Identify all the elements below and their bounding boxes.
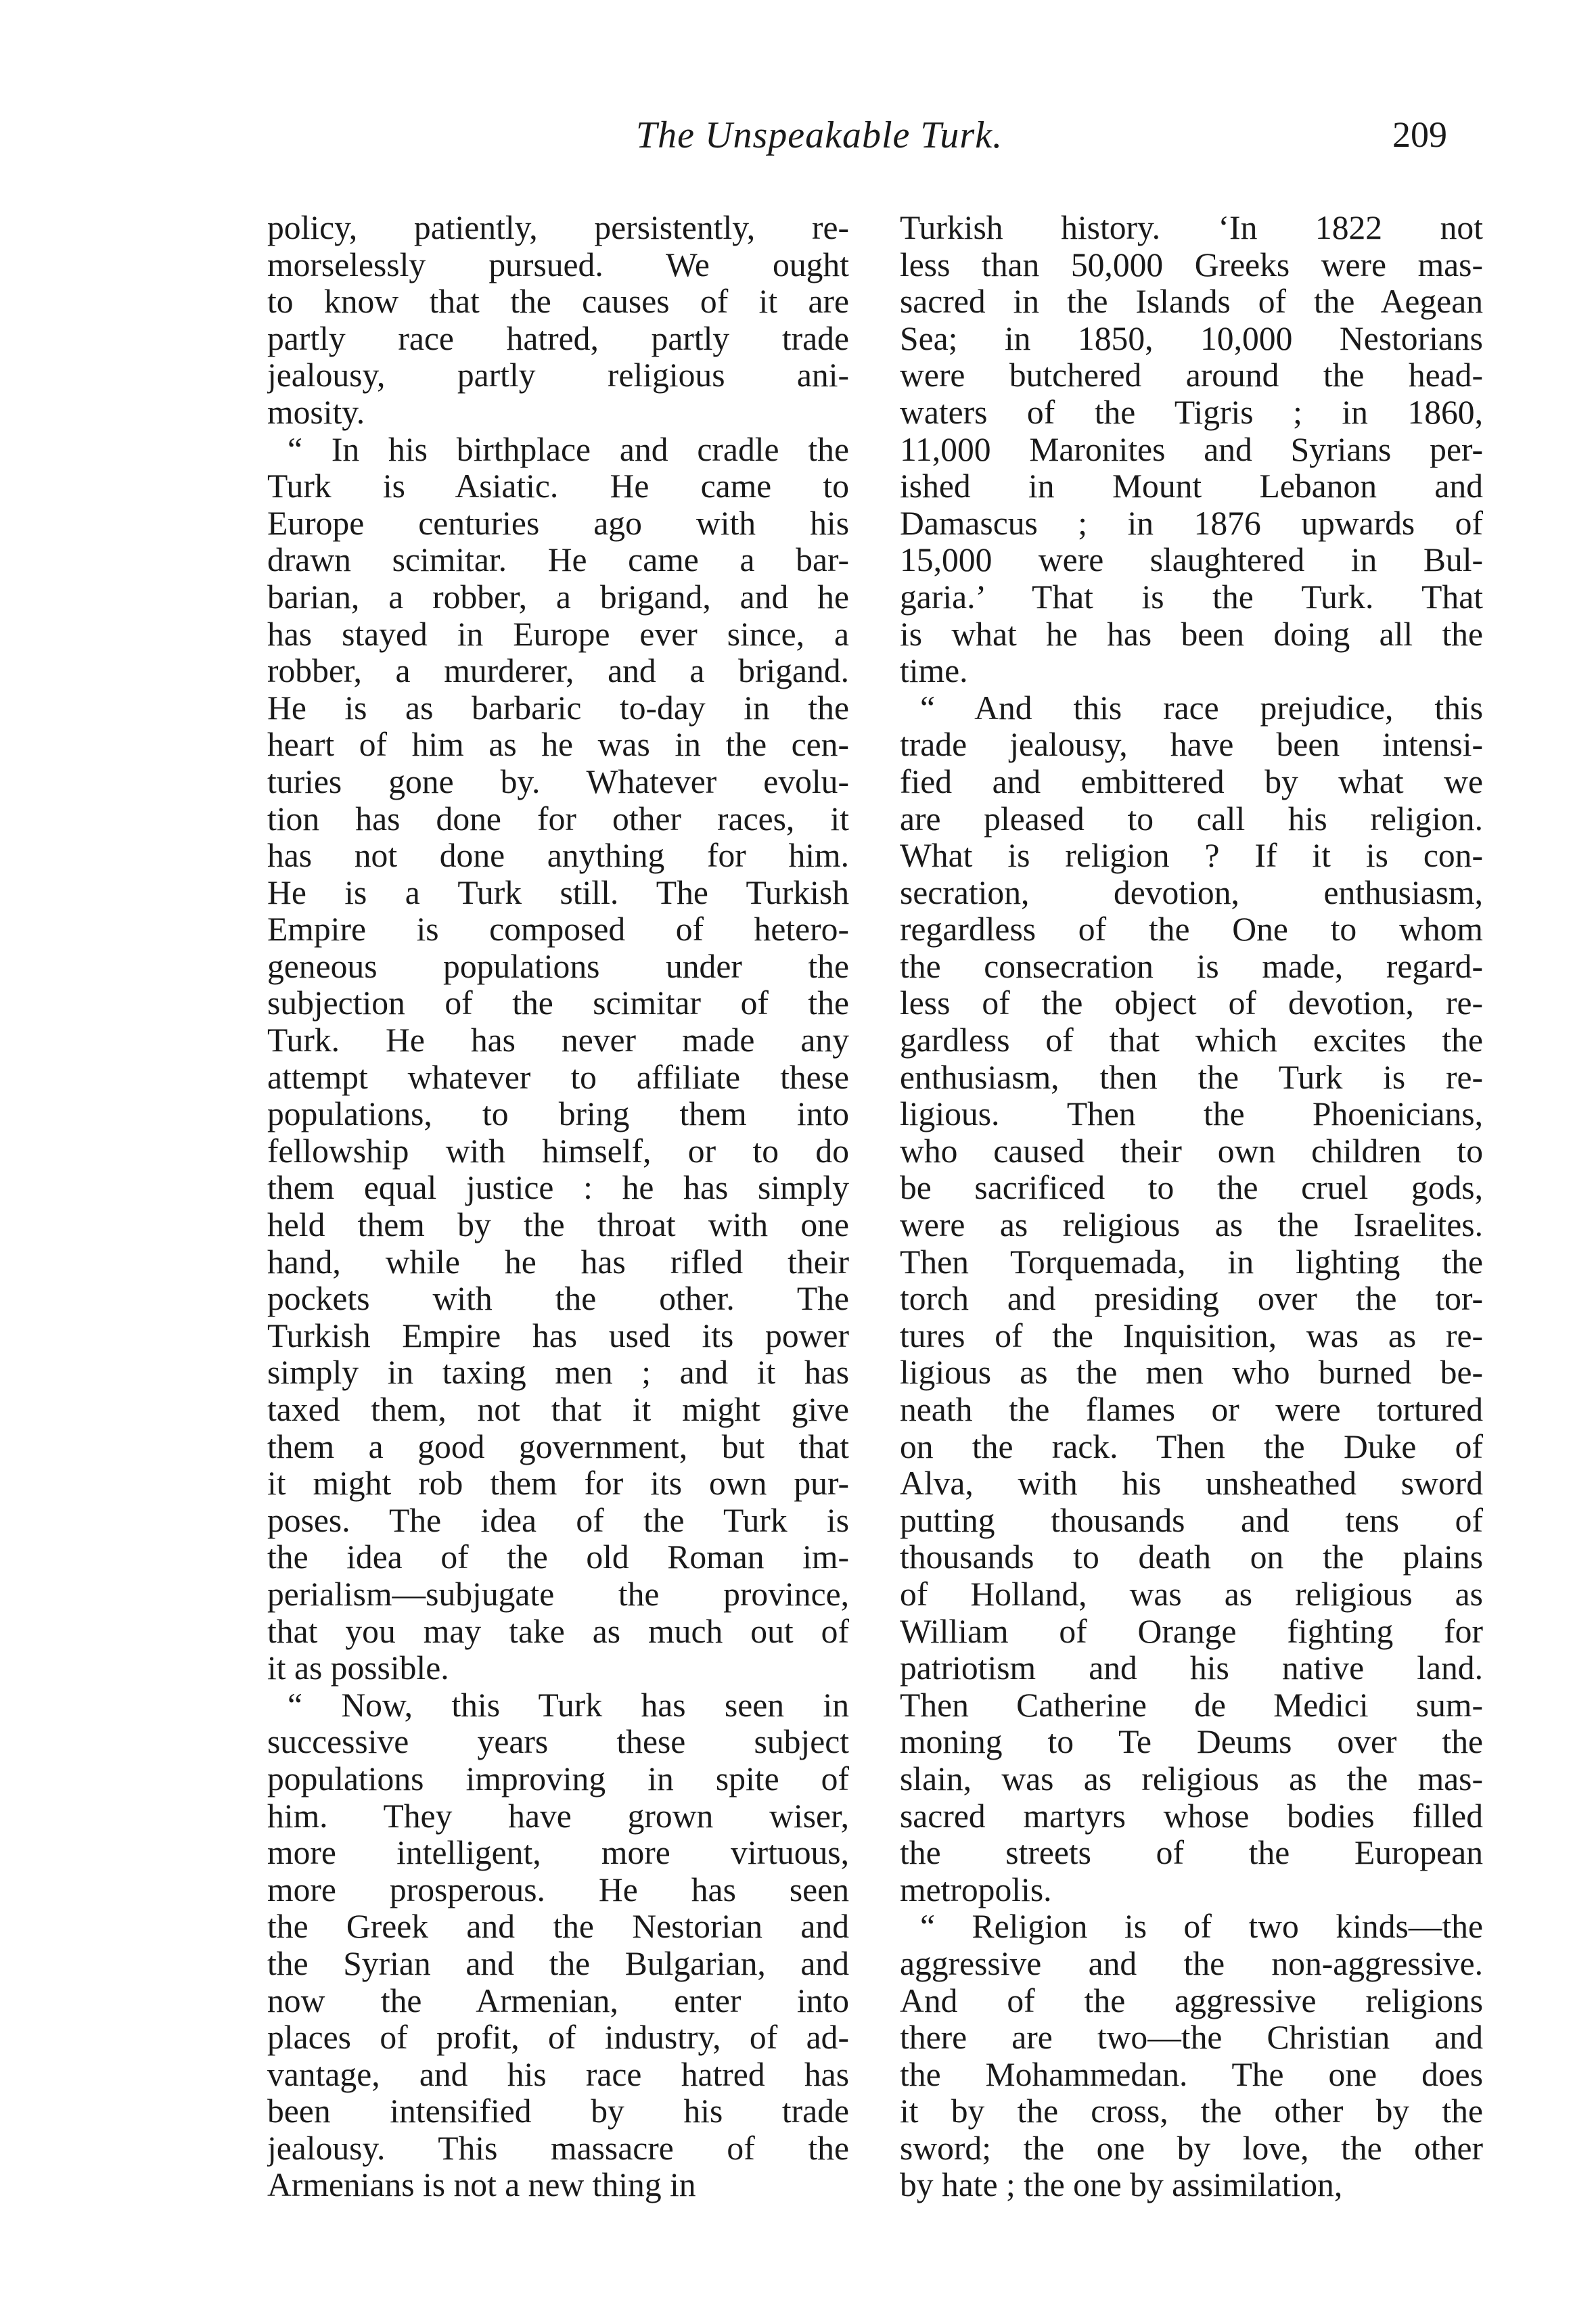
text-line: vantage, and his race hatred has: [267, 2056, 849, 2093]
page-number: 209: [1392, 114, 1447, 155]
text-line: there are two—the Christian and: [900, 2019, 1483, 2057]
text-line: hand, while he has rifled their: [267, 1243, 849, 1281]
text-line: them equal justice : he has simply: [267, 1170, 849, 1207]
text-line: enthusiasm, then the Turk is re-: [900, 1059, 1483, 1096]
text-line: it might rob them for its own pur-: [267, 1465, 849, 1503]
text-line: more prosperous. He has seen: [267, 1871, 849, 1908]
text-line: on the rack. Then the Duke of: [900, 1428, 1483, 1465]
text-line: geneous populations under the: [267, 948, 849, 985]
text-line: attempt whatever to affiliate these: [267, 1059, 849, 1096]
text-line: mosity.: [267, 394, 365, 431]
running-header: [0, 114, 1596, 168]
text-line: partly race hatred, partly trade: [267, 320, 849, 357]
text-line: the consecration is made, regard-: [900, 948, 1483, 985]
text-line: were butchered around the head-: [900, 357, 1483, 394]
text-line: Turkish history. ‘In 1822 not: [900, 210, 1483, 246]
text-line: to know that the causes of it are: [267, 283, 849, 321]
text-line: the streets of the European: [900, 1835, 1483, 1872]
text-line: jealousy, partly religious ani-: [267, 357, 849, 394]
text-line: William of Orange fighting for: [900, 1613, 1483, 1650]
text-line: ished in Mount Lebanon and: [900, 468, 1483, 505]
text-line: secration, devotion, enthusiasm,: [900, 874, 1483, 911]
text-line: now the Armenian, enter into: [267, 1982, 849, 2019]
text-line: trade jealousy, have been intensi-: [900, 727, 1483, 764]
running-title: The Unspeakable Turk.: [636, 114, 1003, 156]
text-line: is what he has been doing all the: [900, 616, 1483, 653]
text-line: thousands to death on the plains: [900, 1539, 1483, 1576]
text-line: Turk is Asiatic. He came to: [267, 468, 849, 505]
text-line: them a good government, but that: [267, 1428, 849, 1465]
text-line: sword; the one by love, the other: [900, 2130, 1483, 2167]
text-line: the Mohammedan. The one does: [900, 2056, 1483, 2093]
text-line: 11,000 Maronites and Syrians per-: [900, 431, 1483, 468]
text-line: it as possible.: [267, 1650, 449, 1687]
text-line: torch and presiding over the tor-: [900, 1281, 1483, 1318]
text-line: time.: [900, 653, 968, 690]
text-line: sacred in the Islands of the Aegean: [900, 283, 1483, 321]
text-line: Europe centuries ago with his: [267, 505, 849, 542]
text-line: less than 50,000 Greeks were mas-: [900, 246, 1483, 283]
text-line: “ Now, this Turk has seen in: [288, 1687, 849, 1724]
text-line: successive years these subject: [267, 1724, 849, 1761]
text-line: of Holland, was as religious as: [900, 1576, 1483, 1613]
text-line: populations, to bring them into: [267, 1096, 849, 1133]
text-line: populations improving in spite of: [267, 1760, 849, 1797]
text-line: pockets with the other. The: [267, 1281, 849, 1318]
text-line: regardless of the One to whom: [900, 911, 1483, 948]
text-line: slain, was as religious as the mas-: [900, 1760, 1483, 1797]
text-line: by hate ; the one by assimilation,: [900, 2167, 1343, 2204]
text-line: garia.’ That is the Turk. That: [900, 578, 1483, 616]
text-line: be sacrificed to the cruel gods,: [900, 1170, 1483, 1207]
text-line: perialism—subjugate the province,: [267, 1576, 849, 1613]
text-line: Turk. He has never made any: [267, 1022, 849, 1059]
text-line: policy, patiently, persistently, re-: [267, 210, 849, 246]
text-line: Armenians is not a new thing in: [267, 2167, 696, 2204]
text-line: are pleased to call his religion.: [900, 800, 1483, 838]
text-line: has not done anything for him.: [267, 838, 849, 875]
text-line: patriotism and his native land.: [900, 1650, 1483, 1687]
text-line: neath the flames or were tortured: [900, 1392, 1483, 1428]
text-line: been intensified by his trade: [267, 2093, 849, 2130]
text-line: ligious. Then the Phoenicians,: [900, 1096, 1483, 1133]
text-line: heart of him as he was in the cen-: [267, 727, 849, 764]
text-line: Empire is composed of hetero-: [267, 911, 849, 948]
text-line: poses. The idea of the Turk is: [267, 1502, 849, 1539]
text-line: 15,000 were slaughtered in Bul-: [900, 542, 1483, 579]
text-line: aggressive and the non-aggressive.: [900, 1945, 1483, 1982]
text-line: were as religious as the Israelites.: [900, 1207, 1483, 1244]
text-line: turies gone by. Whatever evolu-: [267, 763, 849, 800]
text-line: Alva, with his unsheathed sword: [900, 1465, 1483, 1503]
text-line: Then Torquemada, in lighting the: [900, 1243, 1483, 1281]
text-line: it by the cross, the other by the: [900, 2093, 1483, 2130]
left-column: [267, 210, 849, 2204]
text-line: taxed them, not that it might give: [267, 1392, 849, 1428]
text-line: moning to Te Deums over the: [900, 1724, 1483, 1761]
text-line: fellowship with himself, or to do: [267, 1132, 849, 1170]
text-line: “ In his birthplace and cradle the: [288, 431, 849, 468]
text-line: tures of the Inquisition, was as re-: [900, 1317, 1483, 1354]
text-line: He is as barbaric to-day in the: [267, 689, 849, 727]
text-line: barian, a robber, a brigand, and he: [267, 578, 849, 616]
text-line: jealousy. This massacre of the: [267, 2130, 849, 2167]
text-line: places of profit, of industry, of ad-: [267, 2019, 849, 2057]
text-line: He is a Turk still. The Turkish: [267, 874, 849, 911]
text-line: Turkish Empire has used its power: [267, 1317, 849, 1354]
text-line: robber, a murderer, and a brigand.: [267, 653, 849, 690]
text-line: less of the object of devotion, re-: [900, 985, 1483, 1022]
text-line: the idea of the old Roman im-: [267, 1539, 849, 1576]
text-line: subjection of the scimitar of the: [267, 985, 849, 1022]
text-line: held them by the throat with one: [267, 1207, 849, 1244]
text-line: simply in taxing men ; and it has: [267, 1354, 849, 1392]
text-line: the Syrian and the Bulgarian, and: [267, 1945, 849, 1982]
text-line: the Greek and the Nestorian and: [267, 1908, 849, 1946]
text-line: him. They have grown wiser,: [267, 1797, 849, 1835]
text-line: fied and embittered by what we: [900, 763, 1483, 800]
text-line: has stayed in Europe ever since, a: [267, 616, 849, 653]
text-line: metropolis.: [900, 1871, 1052, 1908]
text-line: who caused their own children to: [900, 1132, 1483, 1170]
text-line: Sea; in 1850, 10,000 Nestorians: [900, 320, 1483, 357]
text-line: more intelligent, more virtuous,: [267, 1835, 849, 1872]
text-line: morselessly pursued. We ought: [267, 246, 849, 283]
text-line: ligious as the men who burned be-: [900, 1354, 1483, 1392]
text-line: “ And this race prejudice, this: [920, 689, 1483, 727]
text-line: putting thousands and tens of: [900, 1502, 1483, 1539]
text-line: gardless of that which excites the: [900, 1022, 1483, 1059]
right-column: [900, 210, 1483, 2204]
text-line: waters of the Tigris ; in 1860,: [900, 394, 1483, 431]
text-line: drawn scimitar. He came a bar-: [267, 542, 849, 579]
text-line: Damascus ; in 1876 upwards of: [900, 505, 1483, 542]
text-line: sacred martyrs whose bodies filled: [900, 1797, 1483, 1835]
text-line: What is religion ? If it is con-: [900, 838, 1483, 875]
text-line: And of the aggressive religions: [900, 1982, 1483, 2019]
text-line: tion has done for other races, it: [267, 800, 849, 838]
text-line: Then Catherine de Medici sum-: [900, 1687, 1483, 1724]
text-line: that you may take as much out of: [267, 1613, 849, 1650]
text-line: “ Religion is of two kinds—the: [920, 1908, 1483, 1946]
